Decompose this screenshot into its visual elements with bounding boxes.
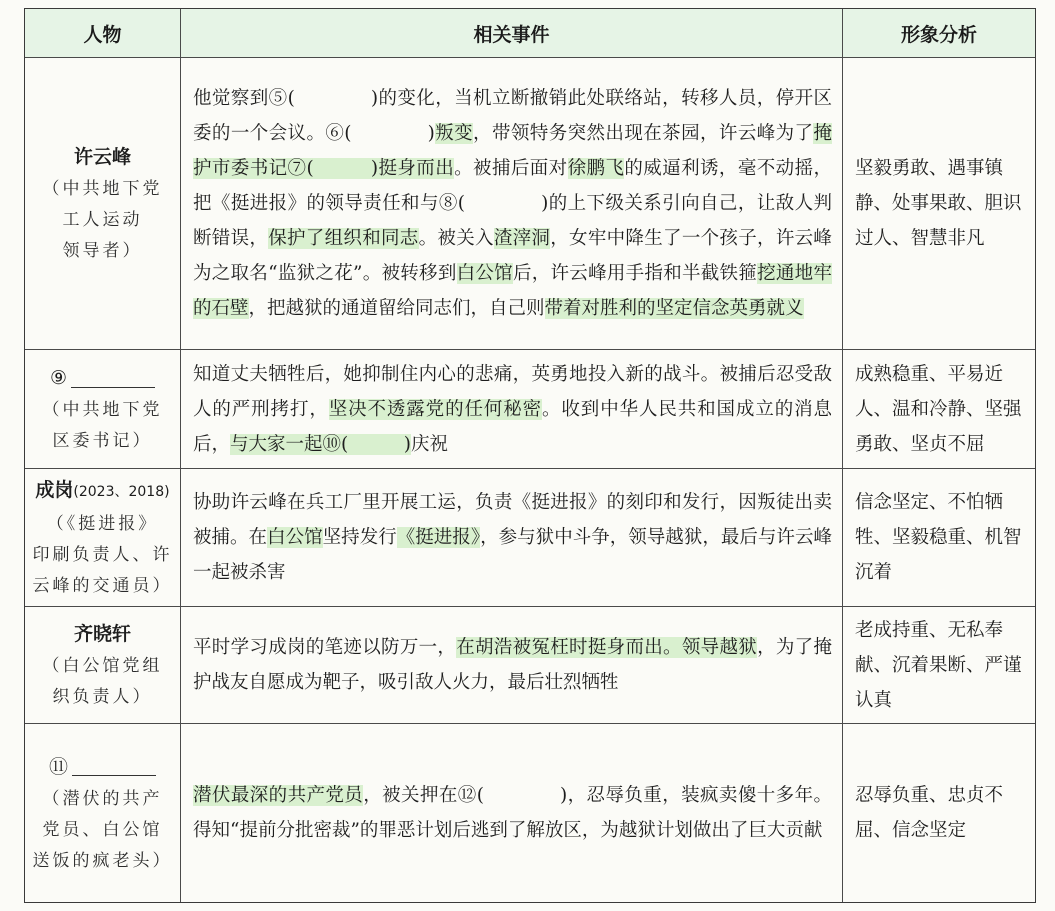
analysis-text: 成熟稳重、平易近人、温和冷静、坚强勇敢、坚贞不屈 xyxy=(855,363,1022,455)
header-events: 相关事件 xyxy=(181,9,843,58)
person-cell-9 xyxy=(25,350,181,469)
events-text xyxy=(193,357,832,462)
highlighted-text: 保护了组织和同志 xyxy=(268,228,419,249)
analysis-text: 老成持重、无私奉献、沉着果断、严谨认真 xyxy=(855,619,1022,711)
person-desc-line: （白公馆党组 xyxy=(42,656,163,676)
fill-blank-line xyxy=(72,757,156,776)
event-text: 。被捕后面对 xyxy=(454,158,568,179)
highlighted-text: 白公馆 xyxy=(267,527,323,548)
highlighted-text: 在胡浩被冤枉时挺身而出。领导越狱 xyxy=(456,637,758,658)
person-desc-line: （潜伏的共产 xyxy=(42,788,163,809)
analysis-text: 坚毅勇敢、遇事镇静、处事果敢、胆识过人、智慧非凡 xyxy=(855,158,1022,249)
person-name: 齐晓轩 xyxy=(73,623,131,645)
blank-number: ⑪ xyxy=(48,755,68,778)
event-text: 平时学习成岗的笔迹以防万一， xyxy=(193,637,457,658)
exam-years: (2023、2018) xyxy=(73,484,170,500)
event-text: ，把越狱的通道留给同志们，自己则 xyxy=(248,298,545,319)
person-desc-line: （中共地下党 xyxy=(42,400,163,420)
analysis-cell xyxy=(843,58,1035,350)
event-text: ，带领特务突然出现在茶园，许云峰为了 xyxy=(473,123,814,144)
highlighted-text: 坚决不透露党的任何秘密 xyxy=(328,398,543,420)
person-name-text: 成岗 xyxy=(35,479,74,501)
header-analysis: 形象分析 xyxy=(843,9,1035,58)
event-text: 坚持发行 xyxy=(322,527,397,548)
person-cell-qi-xiaoxuan xyxy=(25,607,181,724)
analysis-cell xyxy=(843,724,1035,902)
highlighted-text: 叛变 xyxy=(434,123,474,144)
event-text: ，为了掩护战友自愿成为靶子，吸引敌人火力，最后壮烈牺牲 xyxy=(193,637,832,693)
fill-blank-line xyxy=(71,369,155,388)
person-desc-line: 工人运动 xyxy=(62,210,143,230)
events-cell xyxy=(181,58,843,350)
person-name-blank xyxy=(50,361,155,395)
event-text: 他觉察到⑤( )的变化，当机立断撤销此处联络站，转移人员，停开区委的一个会议。⑥( ) xyxy=(193,88,832,144)
header-person: 人物 xyxy=(25,9,181,58)
highlighted-text: 《挺进报》 xyxy=(396,527,481,548)
highlighted-text: 徐鹏飞 xyxy=(567,158,625,179)
analysis-text: 忍辱负重、忠贞不屈、信念坚定 xyxy=(855,785,1004,841)
events-cell xyxy=(181,469,843,607)
person-name xyxy=(35,473,169,509)
person-name: 许云峰 xyxy=(73,146,131,168)
blank-number: ⑨ xyxy=(49,367,68,389)
event-text: ，参与狱中斗争，领导越狱，最后与许云峰一起被杀害 xyxy=(193,527,832,583)
person-cell-cheng-gang xyxy=(25,469,181,607)
analysis-text: 信念坚定、不怕牺牲、坚毅稳重、机智沉着 xyxy=(855,492,1022,583)
person-desc-line: 领导者） xyxy=(62,241,143,261)
highlighted-text: 挖通地牢的石壁 xyxy=(193,263,832,319)
highlighted-text: 带着对胜利的坚定信念英勇就义 xyxy=(544,298,804,319)
event-text: 后，许云峰用手指和半截铁箍 xyxy=(512,263,758,284)
event-text: 协助许云峰在兵工厂里开展工运，负责《挺进报》的刻印和发行，因叛徒出卖被捕。在 xyxy=(193,492,832,548)
events-cell xyxy=(181,607,843,724)
analysis-cell xyxy=(843,469,1035,607)
event-text: 庆祝 xyxy=(410,433,448,455)
highlighted-text: 掩护市委书记⑦( )挺身而出 xyxy=(193,123,832,179)
event-text: ，被关押在⑫( )，忍辱负重，装疯卖傻十多年。得知“提前分批密裁”的罪恶计划后逃到了解放区，为越狱计划做出了巨大贡献 xyxy=(193,785,833,841)
person-desc-line: （中共地下党 xyxy=(42,179,163,199)
events-text xyxy=(193,81,832,326)
events-text xyxy=(193,485,832,590)
event-text: 。被关入 xyxy=(418,228,494,249)
highlighted-text: 白公馆 xyxy=(456,263,513,284)
events-cell xyxy=(181,350,843,469)
highlighted-text: 渣滓洞 xyxy=(493,228,551,249)
events-text xyxy=(193,778,832,848)
person-desc-line: （《挺进报》 xyxy=(46,514,159,534)
events-text xyxy=(193,630,832,700)
highlighted-text: 与大家一起⑩( ) xyxy=(230,433,411,455)
analysis-cell xyxy=(843,607,1035,724)
person-desc-line: 党员、白公馆 xyxy=(42,819,163,840)
person-cell-xu-yunfeng xyxy=(25,58,181,350)
person-desc-line: 印刷负责人、许 xyxy=(32,545,173,565)
highlighted-text: 潜伏最深的共产党员 xyxy=(193,785,364,806)
person-cell-11 xyxy=(25,724,181,902)
events-cell xyxy=(181,724,843,902)
event-text: 。收到中华人民共和国成立的消息后， xyxy=(193,398,832,455)
analysis-cell xyxy=(843,350,1035,469)
event-text: ，女牢中降生了一个孩子，许云峰为之取名“监狱之花”。被转移到 xyxy=(193,228,832,284)
event-text: 知道丈夫牺牲后，她抑制住内心的悲痛，英勇地投入新的战斗。被捕后忍受敌人的严刑拷打， xyxy=(193,363,832,420)
event-text: 的威逼利诱，毫不动摇，把《挺进报》的领导责任和与⑧( )的上下级关系引向自己，让敌人判断错误， xyxy=(193,158,832,249)
person-name-blank xyxy=(49,750,156,784)
person-desc-line: 送饭的疯老头） xyxy=(32,850,173,871)
person-desc-line: 区委书记） xyxy=(52,431,153,451)
person-desc-line: 云峰的交通员） xyxy=(32,576,173,596)
character-analysis-table xyxy=(24,8,1036,903)
person-desc-line: 织负责人） xyxy=(52,687,153,707)
